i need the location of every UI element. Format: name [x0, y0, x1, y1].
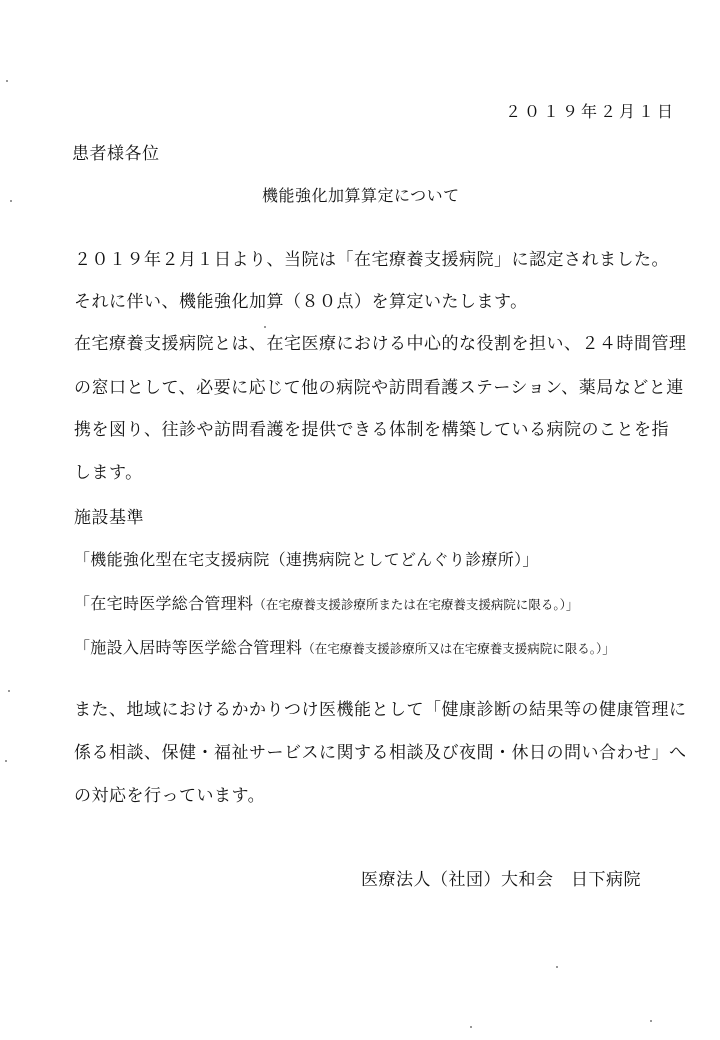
standard-item	[74, 640, 615, 656]
signature: 医療法人（社団）大和会 日下病院	[361, 870, 641, 890]
definition-line: の窓口として、必要に応じて他の病院や訪問看護ステーション、薬局などと連	[74, 378, 684, 398]
scan-speck	[470, 1026, 472, 1028]
scan-speck	[556, 966, 558, 968]
addressee: 患者様各位	[72, 144, 160, 164]
scan-speck	[650, 1020, 652, 1022]
standard-item-main: 「機能強化型在宅支援病院（連携病院としてどんぐり診療所）」	[74, 550, 539, 569]
standard-item	[74, 596, 578, 612]
intro-line-1: ２０１９年２月１日より、当院は「在宅療養支援病院」に認定されました。	[74, 250, 669, 270]
standard-item-main: 「在宅時医学総合管理料	[74, 594, 254, 613]
notice-date: ２０１９年２月１日	[505, 102, 677, 121]
definition-line: 在宅療養支援病院とは、在宅医療における中心的な役割を担い、２４時間管理	[74, 334, 687, 354]
closing-line: 係る相談、保健・福祉サービスに関する相談及び夜間・休日の問い合わせ」へ	[74, 743, 687, 763]
standard-item-note: （在宅療養支援診療所または在宅療養支援病院に限る。）」	[253, 597, 579, 612]
scan-speck	[264, 326, 266, 328]
standard-item-note: （在宅療養支援診療所又は在宅療養支援病院に限る。）」	[302, 641, 615, 656]
definition-line: します。	[74, 463, 143, 483]
definition-line: 携を図り、往診や訪問看護を提供できる体制を構築している病院のことを指	[74, 420, 669, 440]
scan-speck	[8, 690, 10, 692]
intro-line-2: それに伴い、機能強化加算（８０点）を算定いたします。	[74, 292, 528, 312]
standards-heading: 施設基準	[74, 508, 144, 528]
notice-title: 機能強化加算算定について	[262, 186, 460, 205]
scan-speck	[6, 80, 8, 82]
scan-speck	[10, 200, 12, 202]
closing-line: の対応を行っています。	[74, 786, 266, 806]
standard-item-main: 「施設入居時等医学総合管理料	[74, 638, 303, 657]
standard-item	[74, 552, 539, 568]
closing-line: また、地域におけるかかりつけ医機能として「健康診断の結果等の健康管理に	[74, 700, 687, 720]
scan-speck	[5, 760, 7, 762]
